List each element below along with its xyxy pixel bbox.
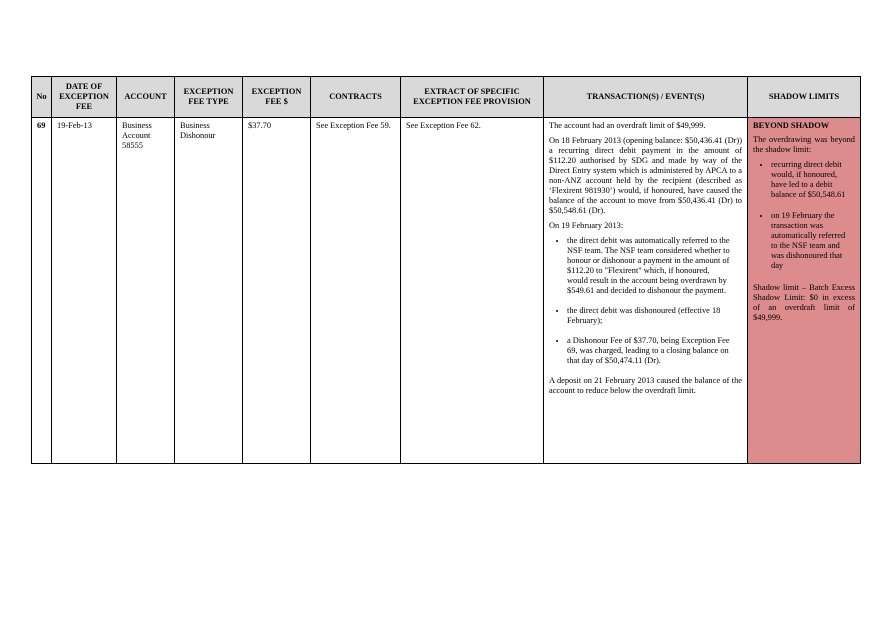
tx-bullet-item: • a Dishonour Fee of $37.70, being Exception Fee 69, was charged, leading to a closing balance on that day of $50,474.11 (Dr).: [567, 336, 742, 366]
header-extract: EXTRACT OF SPECIFIC EXCEPTION FEE PROVISION: [401, 77, 544, 118]
tx-paragraph-2: On 18 February 2013 (opening balance: $50,436.41 (Dr)) a recurring direct debit payment in the amount of $112.20 authorised by SDG and made by way of the Direct Entry system which is administered by APCA to a non-ANZ account held by the recipient (described as ‘Flexirent 981930’) would, if honoured, have caused the balance of the account to move from $50,436.41 (Dr) to $50,548.61 (Dr).: [549, 136, 742, 215]
shadow-title: BEYOND SHADOW: [753, 121, 830, 130]
header-row: [32, 77, 861, 118]
tx-bullet-list: [549, 236, 742, 366]
shadow-limit-text: Shadow limit – Batch Excess Shadow Limit: $0 in excess of an overdraft limit of $49,999.: [753, 283, 855, 322]
header-account: ACCOUNT: [117, 77, 175, 118]
cell-fee-type: Business Dishonour: [175, 118, 243, 464]
shadow-bullet-item: • on 19 February the transaction was automatically referred to the NSF team and was dishonoured that day: [771, 211, 855, 271]
header-date: DATE OF EXCEPTION FEE: [52, 77, 117, 118]
cell-account: Business Account 58555: [117, 118, 175, 464]
cell-contracts: See Exception Fee 59.: [311, 118, 401, 464]
tx-bullet-item: • the direct debit was automatically referred to the NSF team. The NSF team considered whether to honour or dishonour a payment in the amount of $112.20 to "Flexirent" which, if honoured, would result in the account being overdrawn by $549.61 and decided to dishonour the payment.: [567, 236, 742, 296]
tx-paragraph-3: On 19 February 2013:: [549, 221, 624, 230]
header-transactions: TRANSACTION(S) / EVENT(S): [544, 77, 748, 118]
shadow-intro: The overdrawing was beyond the shadow limit:: [753, 135, 855, 154]
shadow-bullet-list: [753, 160, 855, 271]
header-contracts: CONTRACTS: [311, 77, 401, 118]
cell-no: 69: [32, 118, 52, 464]
header-shadow-limits: SHADOW LIMITS: [748, 77, 861, 118]
cell-shadow-limits: [748, 118, 861, 464]
cell-extract: See Exception Fee 62.: [401, 118, 544, 464]
tx-paragraph-4: A deposit on 21 February 2013 caused the balance of the account to reduce below the overdraft limit.: [549, 376, 742, 395]
cell-transactions: [544, 118, 748, 464]
shadow-bullet-item: • recurring direct debit would, if honoured, have led to a debit balance of $50,548.61: [771, 160, 855, 200]
header-fee-amount: EXCEPTION FEE $: [243, 77, 311, 118]
tx-paragraph-1: The account had an overdraft limit of $49,999.: [549, 121, 706, 130]
cell-fee-amount: $37.70: [243, 118, 311, 464]
table-row: [32, 118, 861, 464]
header-no: No: [32, 77, 52, 118]
tx-bullet-item: • the direct debit was dishonoured (effective 18 February);: [567, 306, 742, 326]
exception-fee-table: [31, 76, 861, 464]
header-fee-type: EXCEPTION FEE TYPE: [175, 77, 243, 118]
cell-date: 19-Feb-13: [52, 118, 117, 464]
